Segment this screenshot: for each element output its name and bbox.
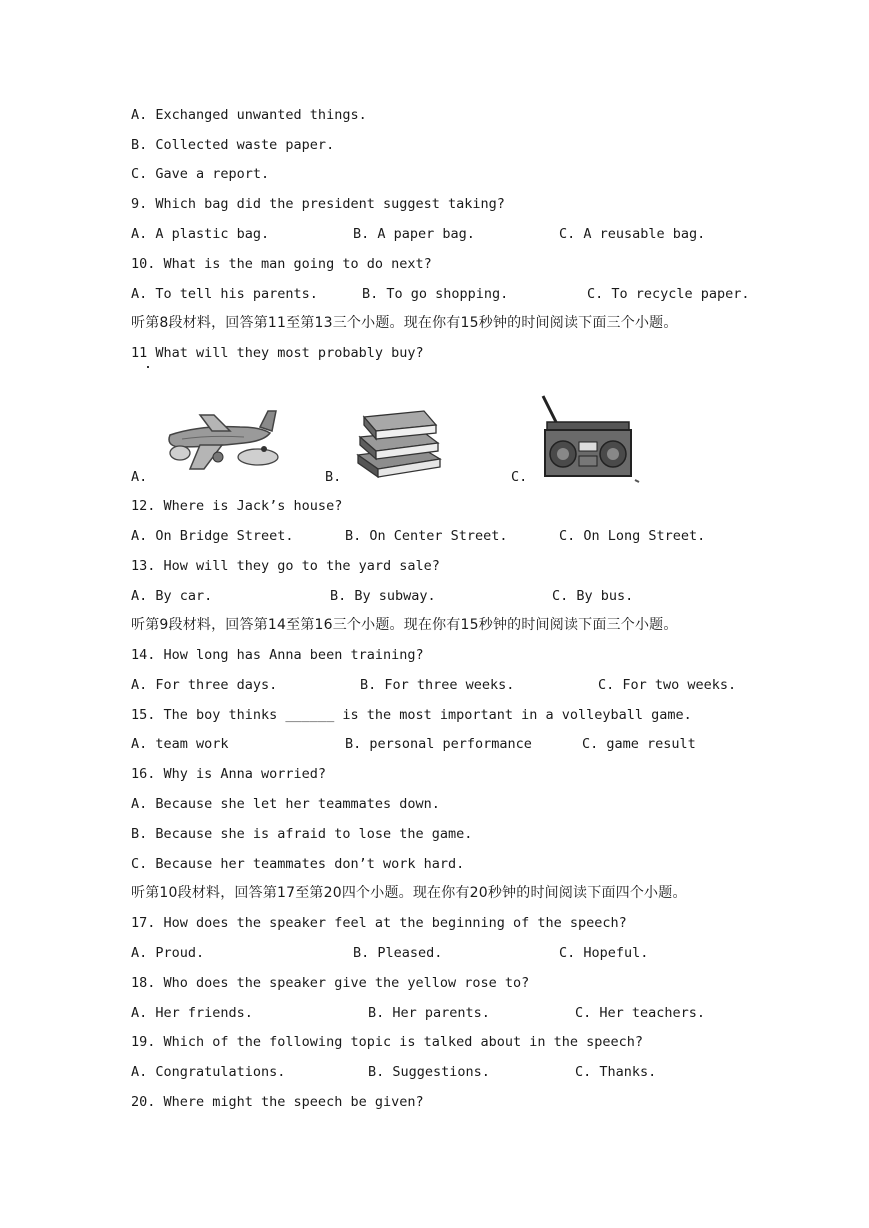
q16-option-b: B. Because she is afraid to lose the game.: [131, 826, 473, 842]
q14-option-c: C. For two weeks.: [598, 677, 737, 693]
q18-question: 18. Who does the speaker give the yellow rose to?: [131, 975, 530, 991]
q9-option-c: C. A reusable bag.: [559, 226, 706, 242]
q12-question: 12. Where is Jack’s house?: [131, 498, 343, 514]
q20-question: 20. Where might the speech be given?: [131, 1094, 424, 1110]
q14-question: 14. How long has Anna been training?: [131, 647, 424, 663]
q10-question: 10. What is the man going to do next?: [131, 256, 432, 272]
q9-question: 9. Which bag did the president suggest taking?: [131, 196, 505, 212]
q15-option-b: B. personal performance: [345, 736, 532, 752]
q19-question: 19. Which of the following topic is talked about in the speech?: [131, 1034, 644, 1050]
q13-option-c: C. By bus.: [552, 588, 634, 604]
stray-dot: [147, 366, 149, 368]
q13-option-b: B. By subway.: [330, 588, 436, 604]
q12-option-a: A. On Bridge Street.: [131, 528, 294, 544]
q10-option-a: A. To tell his parents.: [131, 286, 318, 302]
q12-option-b: B. On Center Street.: [345, 528, 508, 544]
q14-option-a: A. For three days.: [131, 677, 278, 693]
q19-option-c: C. Thanks.: [575, 1064, 657, 1080]
q9-option-a: A. A plastic bag.: [131, 226, 270, 242]
radio-image: [535, 392, 645, 484]
q13-question: 13. How will they go to the yard sale?: [131, 558, 440, 574]
q17-option-a: A. Proud.: [131, 945, 205, 961]
q19-option-b: B. Suggestions.: [368, 1064, 490, 1080]
q11-option-c: C.: [511, 469, 528, 485]
q16-option-a: A. Because she let her teammates down.: [131, 796, 440, 812]
section-9-instructions: 听第9段材料，回答第14至第16三个小题。现在你有15秒钟的时间阅读下面三个小题。: [131, 617, 678, 633]
q11-question: 11 What will they most probably buy?: [131, 345, 424, 361]
section-8-instructions: 听第8段材料，回答第11至第13三个小题。现在你有15秒钟的时间阅读下面三个小题。: [131, 315, 678, 331]
q18-option-c: C. Her teachers.: [575, 1005, 706, 1021]
q8-option-a: A. Exchanged unwanted things.: [131, 107, 367, 123]
q15-option-a: A. team work: [131, 736, 229, 752]
q18-option-b: B. Her parents.: [368, 1005, 490, 1021]
q10-option-c: C. To recycle paper.: [587, 286, 750, 302]
q9-option-b: B. A paper bag.: [353, 226, 475, 242]
q12-option-c: C. On Long Street.: [559, 528, 706, 544]
q18-option-a: A. Her friends.: [131, 1005, 253, 1021]
stack-of-books-image: [350, 403, 445, 478]
q16-question: 16. Why is Anna worried?: [131, 766, 327, 782]
q17-question: 17. How does the speaker feel at the beginning of the speech?: [131, 915, 627, 931]
q17-option-c: C. Hopeful.: [559, 945, 649, 961]
q15-option-c: C. game result: [582, 736, 696, 752]
q11-option-a: A.: [131, 469, 148, 485]
q13-option-a: A. By car.: [131, 588, 213, 604]
section-10-instructions: 听第10段材料，回答第17至第20四个小题。现在你有20秒钟的时间阅读下面四个小题。: [131, 885, 687, 901]
q11-option-b: B.: [325, 469, 342, 485]
q10-option-b: B. To go shopping.: [362, 286, 509, 302]
q15-question: 15. The boy thinks ______ is the most important in a volleyball game.: [131, 707, 692, 723]
q19-option-a: A. Congratulations.: [131, 1064, 286, 1080]
q8-option-b: B. Collected waste paper.: [131, 137, 335, 153]
q17-option-b: B. Pleased.: [353, 945, 443, 961]
airplane-toy-image: [160, 405, 290, 475]
q16-option-c: C. Because her teammates don’t work hard.: [131, 856, 465, 872]
q8-option-c: C. Gave a report.: [131, 166, 270, 182]
q14-option-b: B. For three weeks.: [360, 677, 515, 693]
